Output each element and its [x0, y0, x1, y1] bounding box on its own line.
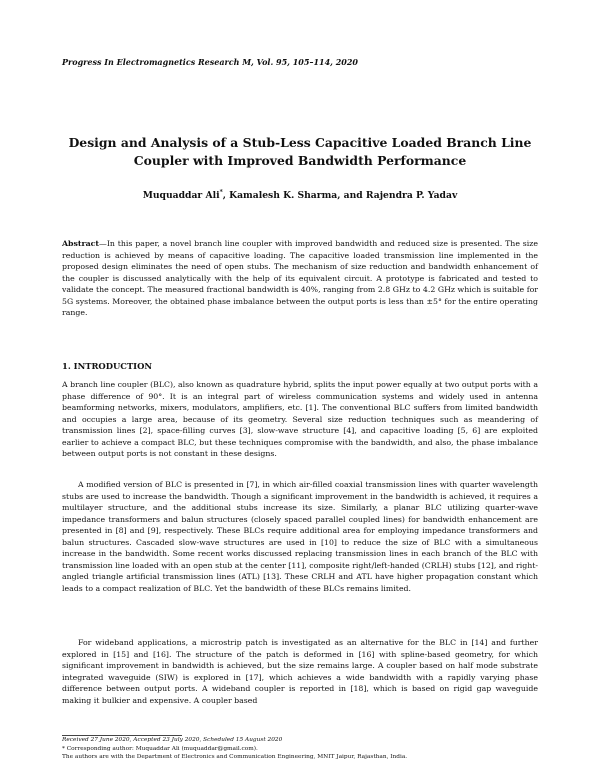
- intro-paragraph-3-text: For wideband applications, a microstrip patch is investigated as an alternative for the BLC in [14] and further explored in [15] and [16]. The structure of the patch is deformed in [16] with spline-based geometry, for which significant improvement in bandwidth is achieved, but the size remains large. A coupler based on half mode substrate integrated waveguide (SIW) is explored in [17], which achieves a wide bandwidth with a rapidly varying phase difference between output ports. A wideband coupler is reported in [18], which is based on rigid gap waveguide making it bulkier and expensive. A coupler based: [62, 638, 538, 705]
- corresponding-mark: *: [219, 189, 223, 196]
- paper-title: Design and Analysis of a Stub-Less Capacitive Loaded Branch Line Coupler with Improved Bandwidth Performance: [68, 135, 532, 168]
- affiliation-note: The authors are with the Department of Electronics and Communication Engineering, MNIT Jaipur, Rajasthan, India.: [62, 754, 408, 760]
- other-authors: , Kamalesh K. Sharma, and Rajendra P. Yadav: [222, 190, 458, 202]
- abstract-label: Abstract: [62, 239, 100, 248]
- first-author: Muquaddar Ali: [142, 190, 220, 202]
- received-dates: Received 27 June 2020, Accepted 23 July 2020, Scheduled 15 August 2020: [62, 737, 283, 743]
- footnotes: [62, 736, 538, 762]
- author-list: [60, 189, 540, 201]
- intro-paragraph-2-text: A modified version of BLC is presented in [7], in which air-filled coaxial transmission lines with quarter wavelength stubs are used to increase the bandwidth. Though a significant improvement in the bandwidth is achieved, it requires a multilayer structure, and the additional stubs increase its size. Similarly, a planar BLC utilizing quarter-wave impedance transformers and balun structures (closely spaced parallel coupled lines) for bandwidth enhancement are presented in [8] and [9], respectively. These BLCs require additional area for employing impedance transformers and balun structures. Cascaded slow-wave structures are used in [10] to reduce the size of BLC with a simultaneous increase in the bandwidth. Some recent works discussed replacing transmission lines in each branch of the BLC with transmission line loaded with an open stub at the center [11], composite right/left-handed (CRLH) stubs [12], and right-angled triangle artificial transmission lines (ATL) [13]. These CRLH and ATL have higher propagation constant which leads to a compact realization of BLC. Yet the bandwidth of these BLCs remains limited.: [62, 480, 538, 593]
- intro-paragraph-1: A branch line coupler (BLC), also known as quadrature hybrid, splits the input power equally at two output ports with a phase difference of 90°. It is an integral part of wireless communication systems and widely used in antenna beamforming networks, mixers, modulators, amplifiers, etc. [1]. The conventional BLC suffers from limited bandwidth and occupies a large area, because of its geometry. Several size reduction techniques such as meandering of transmission lines [2], space-filling curves [3], slow-wave structure [4], and capacitive loading [5, 6] are exploited earlier to achieve a compact BLC, but these techniques compromise with the bandwidth, and also, the phase imbalance between output ports is not constant in these designs.: [62, 380, 538, 458]
- section-heading-introduction: 1. INTRODUCTION: [62, 361, 153, 371]
- journal-header: Progress In Electromagnetics Research M, Vol. 95, 105–114, 2020: [62, 57, 358, 67]
- intro-paragraph-3: [62, 637, 538, 706]
- abstract: [62, 238, 538, 319]
- corresponding-author-note: * Corresponding author: Muquaddar Ali (muquaddar@gmail.com).: [62, 745, 258, 752]
- abstract-text: —In this paper, a novel branch line coupler with improved bandwidth and reduced size is presented. The size reduction is achieved by means of capacitive loading. The capacitive loaded transmission line implemented in the proposed design eliminates the need of open stubs. The mechanism of size reduction and bandwidth enhancement of the coupler is discussed analytically with the help of its equivalent circuit. A prototype is fabricated and tested to validate the concept. The measured fractional bandwidth is 40%, ranging from 2.8 GHz to 4.2 GHz which is suitable for 5G systems. Moreover, the obtained phase imbalance between the output ports is less than ±5° for the entire operating range.: [62, 239, 538, 317]
- intro-paragraph-2: [62, 479, 538, 594]
